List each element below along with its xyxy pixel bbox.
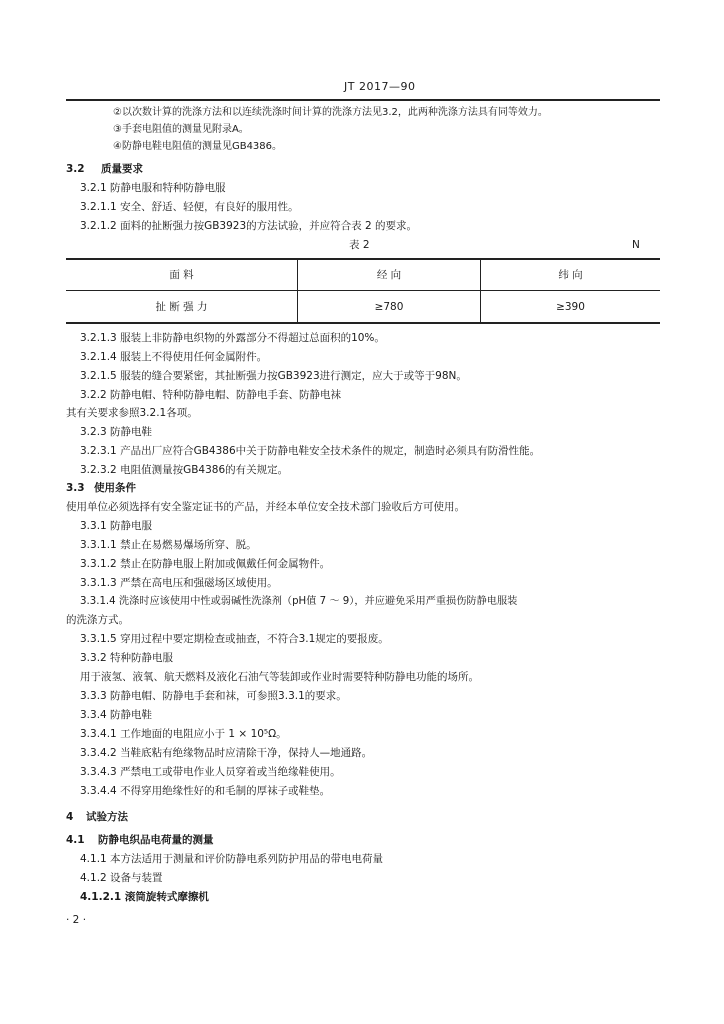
section-4-1-num: 4.1	[66, 834, 85, 846]
clause-3-3-4: 3.3.4 防静电鞋	[80, 709, 153, 721]
clause-3-3-2: 3.3.2 特种防静电服	[80, 652, 174, 664]
clause-3-2-2: 3.2.2 防静电帽、特种防静电帽、防静电手套、防静电袜	[80, 389, 342, 401]
clause-3-3-4-2: 3.3.4.2 当鞋底粘有绝缘物品时应清除干净，保持人—地通路。	[80, 747, 373, 759]
section-3-3-intro: 使用单位必须选择有安全鉴定证书的产品，并经本单位安全技术部门验收后方可使用。	[66, 501, 465, 513]
page-number: · 2 ·	[66, 914, 87, 926]
section-3-2-title: 质量要求	[101, 163, 143, 175]
header-rule	[66, 99, 660, 101]
clause-3-3-1-5: 3.3.1.5 穿用过程中要定期检查或抽查，不符合3.1规定的要报废。	[80, 633, 389, 645]
clause-3-3-1-2: 3.3.1.2 禁止在防静电服上附加或佩戴任何金属物件。	[80, 558, 331, 570]
section-3-3-title: 使用条件	[94, 482, 136, 494]
table-top-rule	[66, 258, 660, 260]
clause-3-2-3-2: 3.2.3.2 电阻值测量按GB4386的有关规定。	[80, 464, 289, 476]
table-2-unit: N	[632, 239, 640, 251]
page-header-code: JT 2017—90	[344, 80, 416, 93]
clause-3-2-1-5: 3.2.1.5 服装的缝合要紧密，其扯断强力按GB3923进行测定，应大于或等于98N。	[80, 370, 467, 382]
table-header-weft: 纬 向	[558, 269, 583, 281]
table-cell-weft: ≥390	[556, 301, 585, 313]
clause-4-1-1: 4.1.1 本方法适用于测量和评价防静电系列防护用品的带电电荷量	[80, 853, 384, 865]
clause-3-2-1-1: 3.2.1.1 安全、舒适、轻便，有良好的服用性。	[80, 201, 299, 213]
note-2: ②以次数计算的洗涤方法和以连续洗涤时间计算的洗涤方法见3.2，此两种洗涤方法具有同等效力。	[113, 107, 548, 118]
clause-3-3-2-body: 用于液氢、液氧、航天燃料及液化石油气等装卸或作业时需要特种防静电功能的场所。	[80, 671, 479, 683]
clause-3-2-1-4: 3.2.1.4 服装上不得使用任何金属附件。	[80, 351, 268, 363]
clause-3-3-1-4: 3.3.1.4 洗涤时应该使用中性或弱碱性洗涤剂（pH值 7 ～ 9），并应避免采用严重损伤防静电服装	[80, 596, 518, 607]
note-4: ④防静电鞋电阻值的测量见GB4386。	[113, 141, 283, 152]
table-header-warp: 经 向	[376, 269, 402, 281]
table-cell-label: 扯 断 强 力	[155, 301, 208, 313]
section-4-title: 试验方法	[86, 811, 128, 823]
table-mid-rule	[66, 290, 660, 291]
clause-3-2-1-3: 3.2.1.3 服装上非防静电织物的外露部分不得超过总面积的10%。	[80, 332, 385, 344]
table-cell-warp: ≥780	[374, 301, 404, 313]
clause-3-2-1-2: 3.2.1.2 面料的扯断强力按GB3923的方法试验，并应符合表 2 的要求。	[80, 220, 417, 232]
clause-3-3-1-1: 3.3.1.1 禁止在易燃易爆场所穿、脱。	[80, 539, 257, 551]
clause-3-2-1: 3.2.1 防静电服和特种防静电服	[80, 182, 226, 194]
clause-3-3-3: 3.3.3 防静电帽、防静电手套和袜，可参照3.3.1的要求。	[80, 690, 347, 702]
section-3-3-num: 3.3	[66, 482, 85, 494]
clause-3-3-4-1: 3.3.4.1 工作地面的电阻应小于 1 × 10⁵Ω。	[80, 728, 287, 740]
clause-3-3-4-3: 3.3.4.3 严禁电工或带电作业人员穿着或当绝缘鞋使用。	[80, 766, 341, 778]
clause-4-1-2: 4.1.2 设备与装置	[80, 872, 163, 884]
table-bottom-rule	[66, 322, 660, 324]
clause-3-3-1: 3.3.1 防静电服	[80, 520, 153, 532]
clause-3-2-3-1: 3.2.3.1 产品出厂应符合GB4386中关于防静电鞋安全技术条件的规定，制造时必须具有防滑性能。	[80, 445, 541, 457]
section-4-1-title: 防静电织品电荷量的测量	[98, 834, 214, 846]
clause-3-3-4-4: 3.3.4.4 不得穿用绝缘性好的和毛制的厚袜子或鞋垫。	[80, 785, 331, 797]
clause-3-2-3: 3.2.3 防静电鞋	[80, 426, 153, 438]
table-2-caption: 表 2	[349, 239, 370, 251]
clause-3-3-1-4-cont: 的洗涤方式。	[66, 614, 129, 626]
table-header-material: 面 料	[169, 269, 194, 281]
section-4-num: 4	[66, 811, 74, 823]
section-3-2-num: 3.2	[66, 163, 85, 175]
note-3: ③手套电阻值的测量见附录A。	[113, 124, 249, 135]
clause-4-1-2-1: 4.1.2.1 滚筒旋转式摩擦机	[80, 891, 209, 903]
clause-3-2-2-body: 其有关要求参照3.2.1各项。	[66, 407, 198, 419]
clause-3-3-1-3: 3.3.1.3 严禁在高电压和强磁场区域使用。	[80, 577, 278, 589]
